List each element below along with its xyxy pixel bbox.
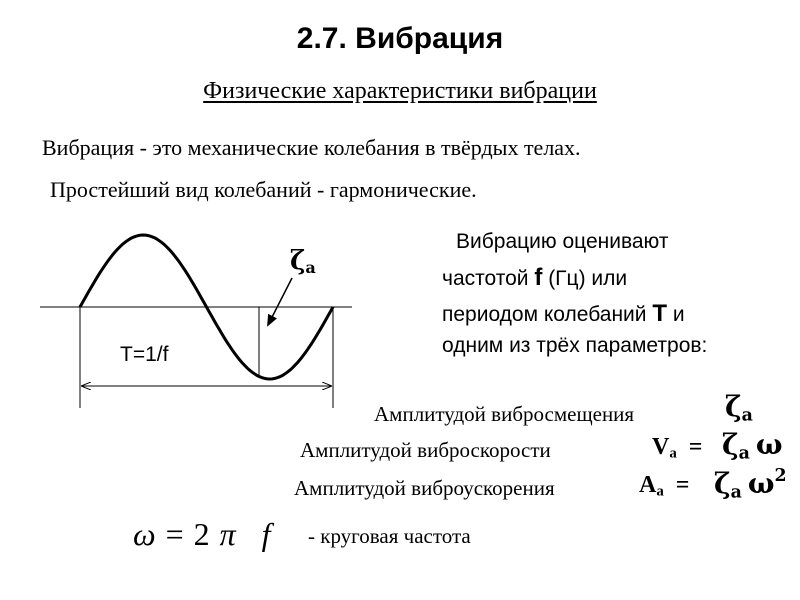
formula-omega: ω <box>133 516 156 552</box>
velocity-formula <box>652 434 702 463</box>
estimate-line-4: одним из трёх параметров: <box>442 334 708 357</box>
acceleration-var: A <box>639 472 657 498</box>
velocity-symbol <box>722 428 783 463</box>
param-displacement-label: Амплитудой вибросмещения <box>374 402 635 426</box>
zeta-subscript: a <box>741 405 753 426</box>
omega-exponent: 2 <box>774 466 787 486</box>
period-label: T=1/f <box>120 343 169 366</box>
param-acceleration-label: Амплитудой виброускорения <box>294 476 555 500</box>
estimate-3-post: и <box>667 303 685 326</box>
harmonic-line: Простейший вид колебаний - гармонические. <box>50 177 477 202</box>
amplitude-pointer <box>268 278 292 325</box>
estimate-line-1: Вибрацию оценивают <box>456 230 669 253</box>
estimate-line-3 <box>442 300 685 328</box>
slide-title: 2.7. Вибрация <box>296 22 504 55</box>
formula-two: 2 <box>193 516 210 552</box>
frequency-symbol: f <box>534 264 543 291</box>
zeta-label <box>290 246 316 277</box>
formula-pi: π <box>219 516 236 552</box>
estimate-3-pre: периодом колебаний <box>442 303 653 326</box>
circular-frequency-caption: - круговая частота <box>308 524 471 548</box>
zeta-symbol: ζ <box>290 246 306 276</box>
acceleration-symbol <box>714 466 787 502</box>
subtitle-text: Физические характеристики вибрации <box>203 78 597 104</box>
omega-symbol: ω <box>755 428 783 461</box>
zeta-symbol: ζ <box>725 390 742 423</box>
formula-eq: = <box>165 516 184 552</box>
velocity-eq: = <box>688 434 703 460</box>
circular-frequency-formula <box>133 516 271 553</box>
zeta-symbol: ζ <box>722 428 739 461</box>
definition-line: Вибрация - это механические колебания в твёрдых телах. <box>42 135 581 160</box>
velocity-var: V <box>652 434 670 460</box>
estimate-line-2 <box>442 264 627 292</box>
estimate-2-pre: частотой <box>442 267 535 290</box>
formula-f: f <box>261 516 271 552</box>
zeta-symbol: ζ <box>714 467 731 501</box>
zeta-subscript: a <box>738 443 750 464</box>
param-velocity-label: Амплитудой виброскорости <box>300 438 551 462</box>
omega-symbol: ω <box>747 467 775 501</box>
displacement-symbol <box>725 390 753 425</box>
acceleration-eq: = <box>675 472 690 498</box>
estimate-2-post: (Гц) или <box>542 267 628 290</box>
acceleration-formula <box>639 472 689 501</box>
velocity-sub: a <box>669 445 677 462</box>
acceleration-sub: a <box>656 483 664 500</box>
zeta-subscript: a <box>730 482 742 503</box>
zeta-subscript: a <box>305 258 316 278</box>
period-symbol: T <box>652 300 668 327</box>
